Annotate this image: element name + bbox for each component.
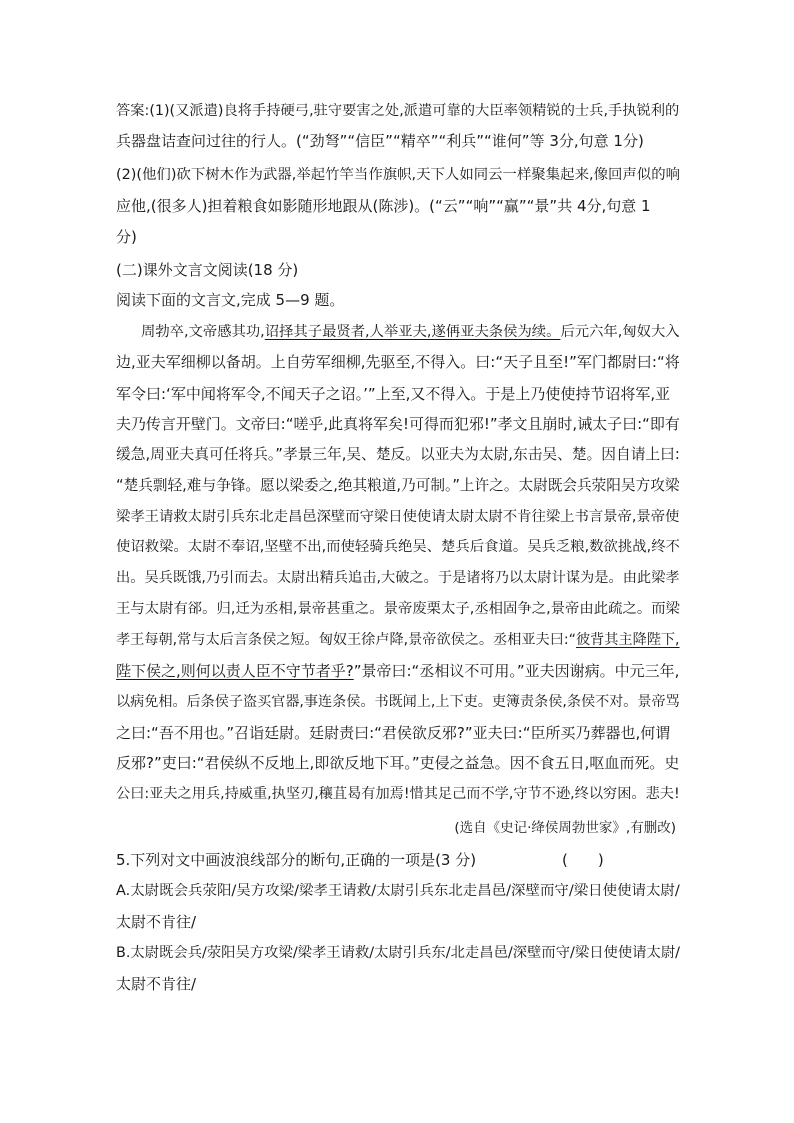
passage-text: 后元六年,匈奴大入 [560,324,680,340]
passage-line-16: 公曰:亚夫之用兵,持威重,执坚刃,穰苴曷有加焉!惜其足己而不学,守节不逊,终以穷困。悲夫! [116,786,680,802]
passage-line-3: 军令曰:‘军中闻将军令,不闻天子之诏。’”上至,又不得入。于是上乃使使持节诏将军,亚 [116,385,671,403]
passage-line-14: 之曰:“吾不用也。”召诣廷尉。廷尉责曰:“君侯欲反邪?”亚夫曰:“臣所买乃葬器也,何谓 [116,724,671,742]
passage-line-9: 出。吴兵既饿,乃引而去。太尉出精兵追击,大破之。于是诸将乃以太尉计谋为是。由此梁孝 [116,570,680,586]
answer-line-3: (2)(他们)砍下树木作为武器,举起竹竿当作旗帜,天下人如同云一样聚集起来,像回声似的响 [116,167,681,183]
option-a-line-2: 太尉不肯往/ [116,913,197,931]
passage-line-2: 边,亚夫军细柳以备胡。上自劳军细柳,先驱至,不得入。曰:“天子且至!”军门都尉曰:“将 [116,353,680,371]
passage-line-13: 以病免相。后条侯子盗买官器,事连条侯。书既闻上,上下吏。吏簿责条侯,条侯不对。景帝骂 [116,694,680,710]
underlined-sentence-1: 诏择其子最贤者,人举亚夫,遂侢亚夫条侯为续。 [264,324,561,340]
answer-line-5: 分) [116,228,137,246]
section-instruction: 阅读下面的文言文,完成 5—9 题。 [116,291,345,309]
passage-line-8: 使诏救梁。太尉不奉诏,坚壁不出,而使轻骑兵绝吴、楚兵后食道。吴兵乏粮,数欲挑战,终不 [116,539,680,555]
passage-line-10: 王与太尉有郤。归,迁为丞相,景帝甚重之。景帝废栗太子,丞相固争之,景帝由此疏之。而梁 [116,601,680,617]
option-b-line-1: B.太尉既会兵/荥阳吴方攻梁/梁孝王请救/太尉引兵东/北走昌邑/深壁而守/梁日使使请太尉/ [116,945,680,961]
underlined-sentence-2-cont: 陛下侯之,则何以责人臣不守节者乎? [116,662,354,680]
section-heading: (二)课外文言文阅读(18 分) [116,261,299,279]
passage-text: ”景帝曰:“丞相议不可用。”亚夫因谢病。中元三年, [353,662,680,680]
passage-line-4: 夫乃传言开壁门。文帝曰:“嗟乎,此真将军矣!可得而犯邪!”孝文且崩时,诫太子曰:“即有 [116,415,680,433]
passage-line-15: 反邪?”吏曰:“君侯纵不反地上,即欲反地下耳。”吏侵之益急。因不食五日,呕血而死。史 [116,754,680,772]
option-b-line-2: 太尉不肯往/ [116,975,197,993]
passage-line-12 [116,661,679,681]
question-stem: 5.下列对文中画波浪线部分的断句,正确的一项是(3 分) [116,851,477,869]
underlined-sentence-2: 彼背其主降陛下, [575,632,680,648]
passage-line-1 [141,322,680,342]
passage-text: 孝王每朝,常与太后言条侯之短。匈奴王徐卢降,景帝欲侯之。丞相亚夫曰:“ [116,632,576,648]
passage-line-11 [116,630,680,650]
passage-text: 周勃卒,文帝感其功, [141,324,265,340]
answer-line-1: 答案:(1)(又派遣)良将手持硬弓,驻守要害之处,派遣可靠的大臣率领精锐的士兵,手执锐利的 [116,103,680,119]
passage-source: (选自《史记·绛侯周勃世家》,有删改) [454,820,676,836]
passage-line-5: 缓急,周亚夫真可任将兵。”孝景三年,吴、楚反。以亚夫为太尉,东击吴、楚。因自请上曰: [116,446,680,463]
passage-line-7: 梁孝王请救太尉引兵东北走昌邑深壁而守梁日使使请太尉太尉不肯往梁上书言景帝,景帝使 [116,509,680,525]
option-a-line-1: A.太尉既会兵荥阳/吴方攻梁/梁孝王请救/太尉引兵东北走昌邑/深壁而守/梁日使使请太尉/ [116,883,680,899]
answer-line-4: 应他,(很多人)担着粮食如影随形地跟从(陈涉)。(“云”“响”“赢”“景”共 4分,句意 1 [116,197,651,215]
answer-bracket: ( ) [562,851,604,869]
answer-line-2: 兵器盘诘查问过往的行人。(“劲弩”“信臣”“精卒”“利兵”“谁何”等 3分,句意 1分) [116,132,644,150]
passage-line-6: “楚兵剽轻,难与争锋。愿以梁委之,绝其粮道,乃可制。”上许之。太尉既会兵荥阳吴方攻梁 [116,477,680,494]
